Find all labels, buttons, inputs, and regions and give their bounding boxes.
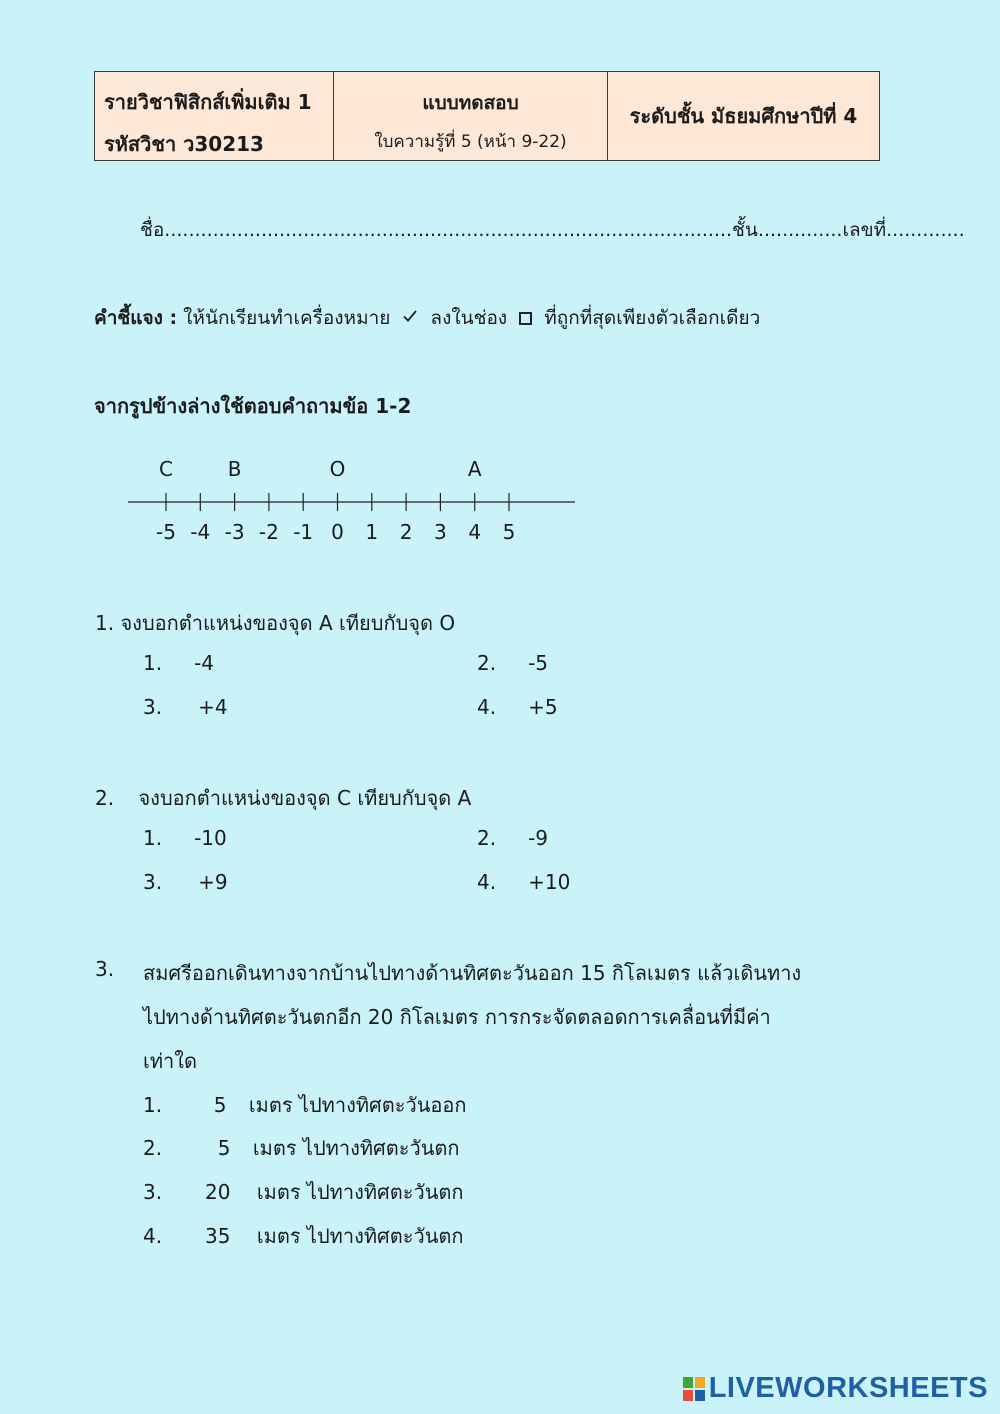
- option-number: 3.: [143, 870, 163, 894]
- option-number: 3.: [143, 695, 163, 719]
- question-2: [95, 782, 471, 814]
- instruction-text-middle: ลงในช่อง: [430, 307, 508, 329]
- option-text: +5: [528, 695, 558, 719]
- option-number: 1.: [143, 826, 163, 850]
- grade-level: ระดับชั้น มัธยมศึกษาปีที่ 4: [629, 104, 858, 128]
- level-cell: [607, 72, 879, 160]
- option-value: 35: [205, 1224, 231, 1248]
- option-number: 3.: [143, 1180, 163, 1204]
- option-number: 1.: [143, 1093, 163, 1117]
- number-line-tick-label: 5: [502, 520, 516, 544]
- subject-code: รหัสวิชา ว30213: [104, 132, 264, 156]
- section-heading: จากรูปข้างล่างใช้ตอบคำถามข้อ 1-2: [94, 394, 412, 418]
- q1-option-4[interactable]: [477, 695, 558, 719]
- option-text: -4: [194, 651, 215, 675]
- question-text: จงบอกตำแหน่งของจุด A เทียบกับจุด O: [120, 611, 456, 635]
- q3-option-3[interactable]: [143, 1176, 463, 1208]
- option-number: 2.: [477, 651, 497, 675]
- test-subtitle: ใบความรู้ที่ 5 (หน้า 9-22): [374, 132, 567, 152]
- option-text: +4: [198, 695, 228, 719]
- number-line-figure: [120, 450, 590, 550]
- option-text: เมตร ไปทางทิศตะวันตก: [252, 1136, 460, 1160]
- question-number: 1.: [95, 611, 115, 635]
- question-text: จงบอกตำแหน่งของจุด C เทียบกับจุด A: [138, 786, 472, 810]
- number-line-tick-label: 4: [468, 520, 482, 544]
- q2-option-3[interactable]: [143, 870, 228, 894]
- number-line-point-label: A: [467, 457, 482, 481]
- number-line-tick-label: -3: [224, 520, 245, 544]
- option-value: 5: [213, 1093, 227, 1117]
- subject-cell: [95, 72, 333, 160]
- option-value: 5: [217, 1136, 231, 1160]
- number-line-tick-label: 1: [365, 520, 379, 544]
- liveworksheets-icon: [683, 1377, 705, 1401]
- liveworksheets-logo[interactable]: [683, 1372, 988, 1405]
- empty-box-icon: [519, 312, 532, 325]
- question-3-line-3: เท่าใด: [143, 1049, 198, 1073]
- liveworksheets-wordmark: LIVEWORKSHEETS: [708, 1372, 988, 1404]
- option-text: -9: [528, 826, 549, 850]
- option-text: เมตร ไปทางทิศตะวันตก: [256, 1180, 464, 1204]
- q1-option-3[interactable]: [143, 695, 228, 719]
- option-number: 4.: [477, 695, 497, 719]
- header-table: [94, 71, 880, 161]
- number-line-point-label: C: [159, 457, 173, 481]
- subject-name: รายวิชาฟิสิกส์เพิ่มเติม 1: [104, 90, 312, 114]
- q1-option-2[interactable]: [477, 651, 548, 675]
- option-value: 20: [205, 1180, 231, 1204]
- option-text: เมตร ไปทางทิศตะวันตก: [256, 1224, 464, 1248]
- q3-option-1[interactable]: [143, 1089, 467, 1121]
- number-line-tick-label: -2: [258, 520, 279, 544]
- test-title: แบบทดสอบ: [422, 92, 519, 114]
- option-number: 4.: [143, 1224, 163, 1248]
- number-line-tick-label: 2: [399, 520, 413, 544]
- student-info-line: ชื่อ..............................................................................................ชั้น..............เลขที่.............: [140, 219, 965, 241]
- option-text: +10: [528, 870, 571, 894]
- instruction: [94, 303, 760, 333]
- option-number: 1.: [143, 651, 163, 675]
- number-line-tick-label: 0: [331, 520, 344, 544]
- instruction-text-before: ให้นักเรียนทำเครื่องหมาย: [183, 307, 391, 329]
- q2-option-4[interactable]: [477, 870, 570, 894]
- q1-option-1[interactable]: [143, 651, 214, 675]
- instruction-label: คำชี้แจง :: [94, 307, 178, 329]
- q2-option-1[interactable]: [143, 826, 227, 850]
- number-line-tick-label: -5: [156, 520, 176, 544]
- question-3-number: 3.: [95, 957, 115, 981]
- q3-option-4[interactable]: [143, 1220, 463, 1252]
- question-number: 2.: [95, 786, 115, 810]
- instruction-text-after: ที่ถูกที่สุดเพียงตัวเลือกเดียว: [544, 307, 761, 329]
- option-number: 4.: [477, 870, 497, 894]
- number-line-tick-label: -1: [293, 520, 314, 544]
- option-number: 2.: [477, 826, 497, 850]
- question-1: [95, 607, 455, 639]
- question-3-line-2: ไปทางด้านทิศตะวันตกอีก 20 กิโลเมตร การกระจัดตลอดการเคลื่อนที่มีค่า: [143, 1005, 771, 1029]
- q2-option-2[interactable]: [477, 826, 548, 850]
- title-cell: [333, 72, 607, 160]
- option-text: -5: [528, 651, 549, 675]
- number-line-tick-label: -4: [190, 520, 211, 544]
- check-mark-icon: [402, 307, 418, 329]
- option-text: เมตร ไปทางทิศตะวันออก: [248, 1093, 467, 1117]
- question-3-line-1: สมศรีออกเดินทางจากบ้านไปทางด้านทิศตะวันออก 15 กิโลเมตร แล้วเดินทาง: [143, 961, 802, 985]
- q3-option-2[interactable]: [143, 1132, 459, 1164]
- option-number: 2.: [143, 1136, 163, 1160]
- option-text: -10: [194, 826, 227, 850]
- option-text: +9: [198, 870, 228, 894]
- number-line-point-label: B: [227, 457, 242, 481]
- number-line-point-label: O: [329, 457, 346, 481]
- number-line-tick-label: 3: [434, 520, 447, 544]
